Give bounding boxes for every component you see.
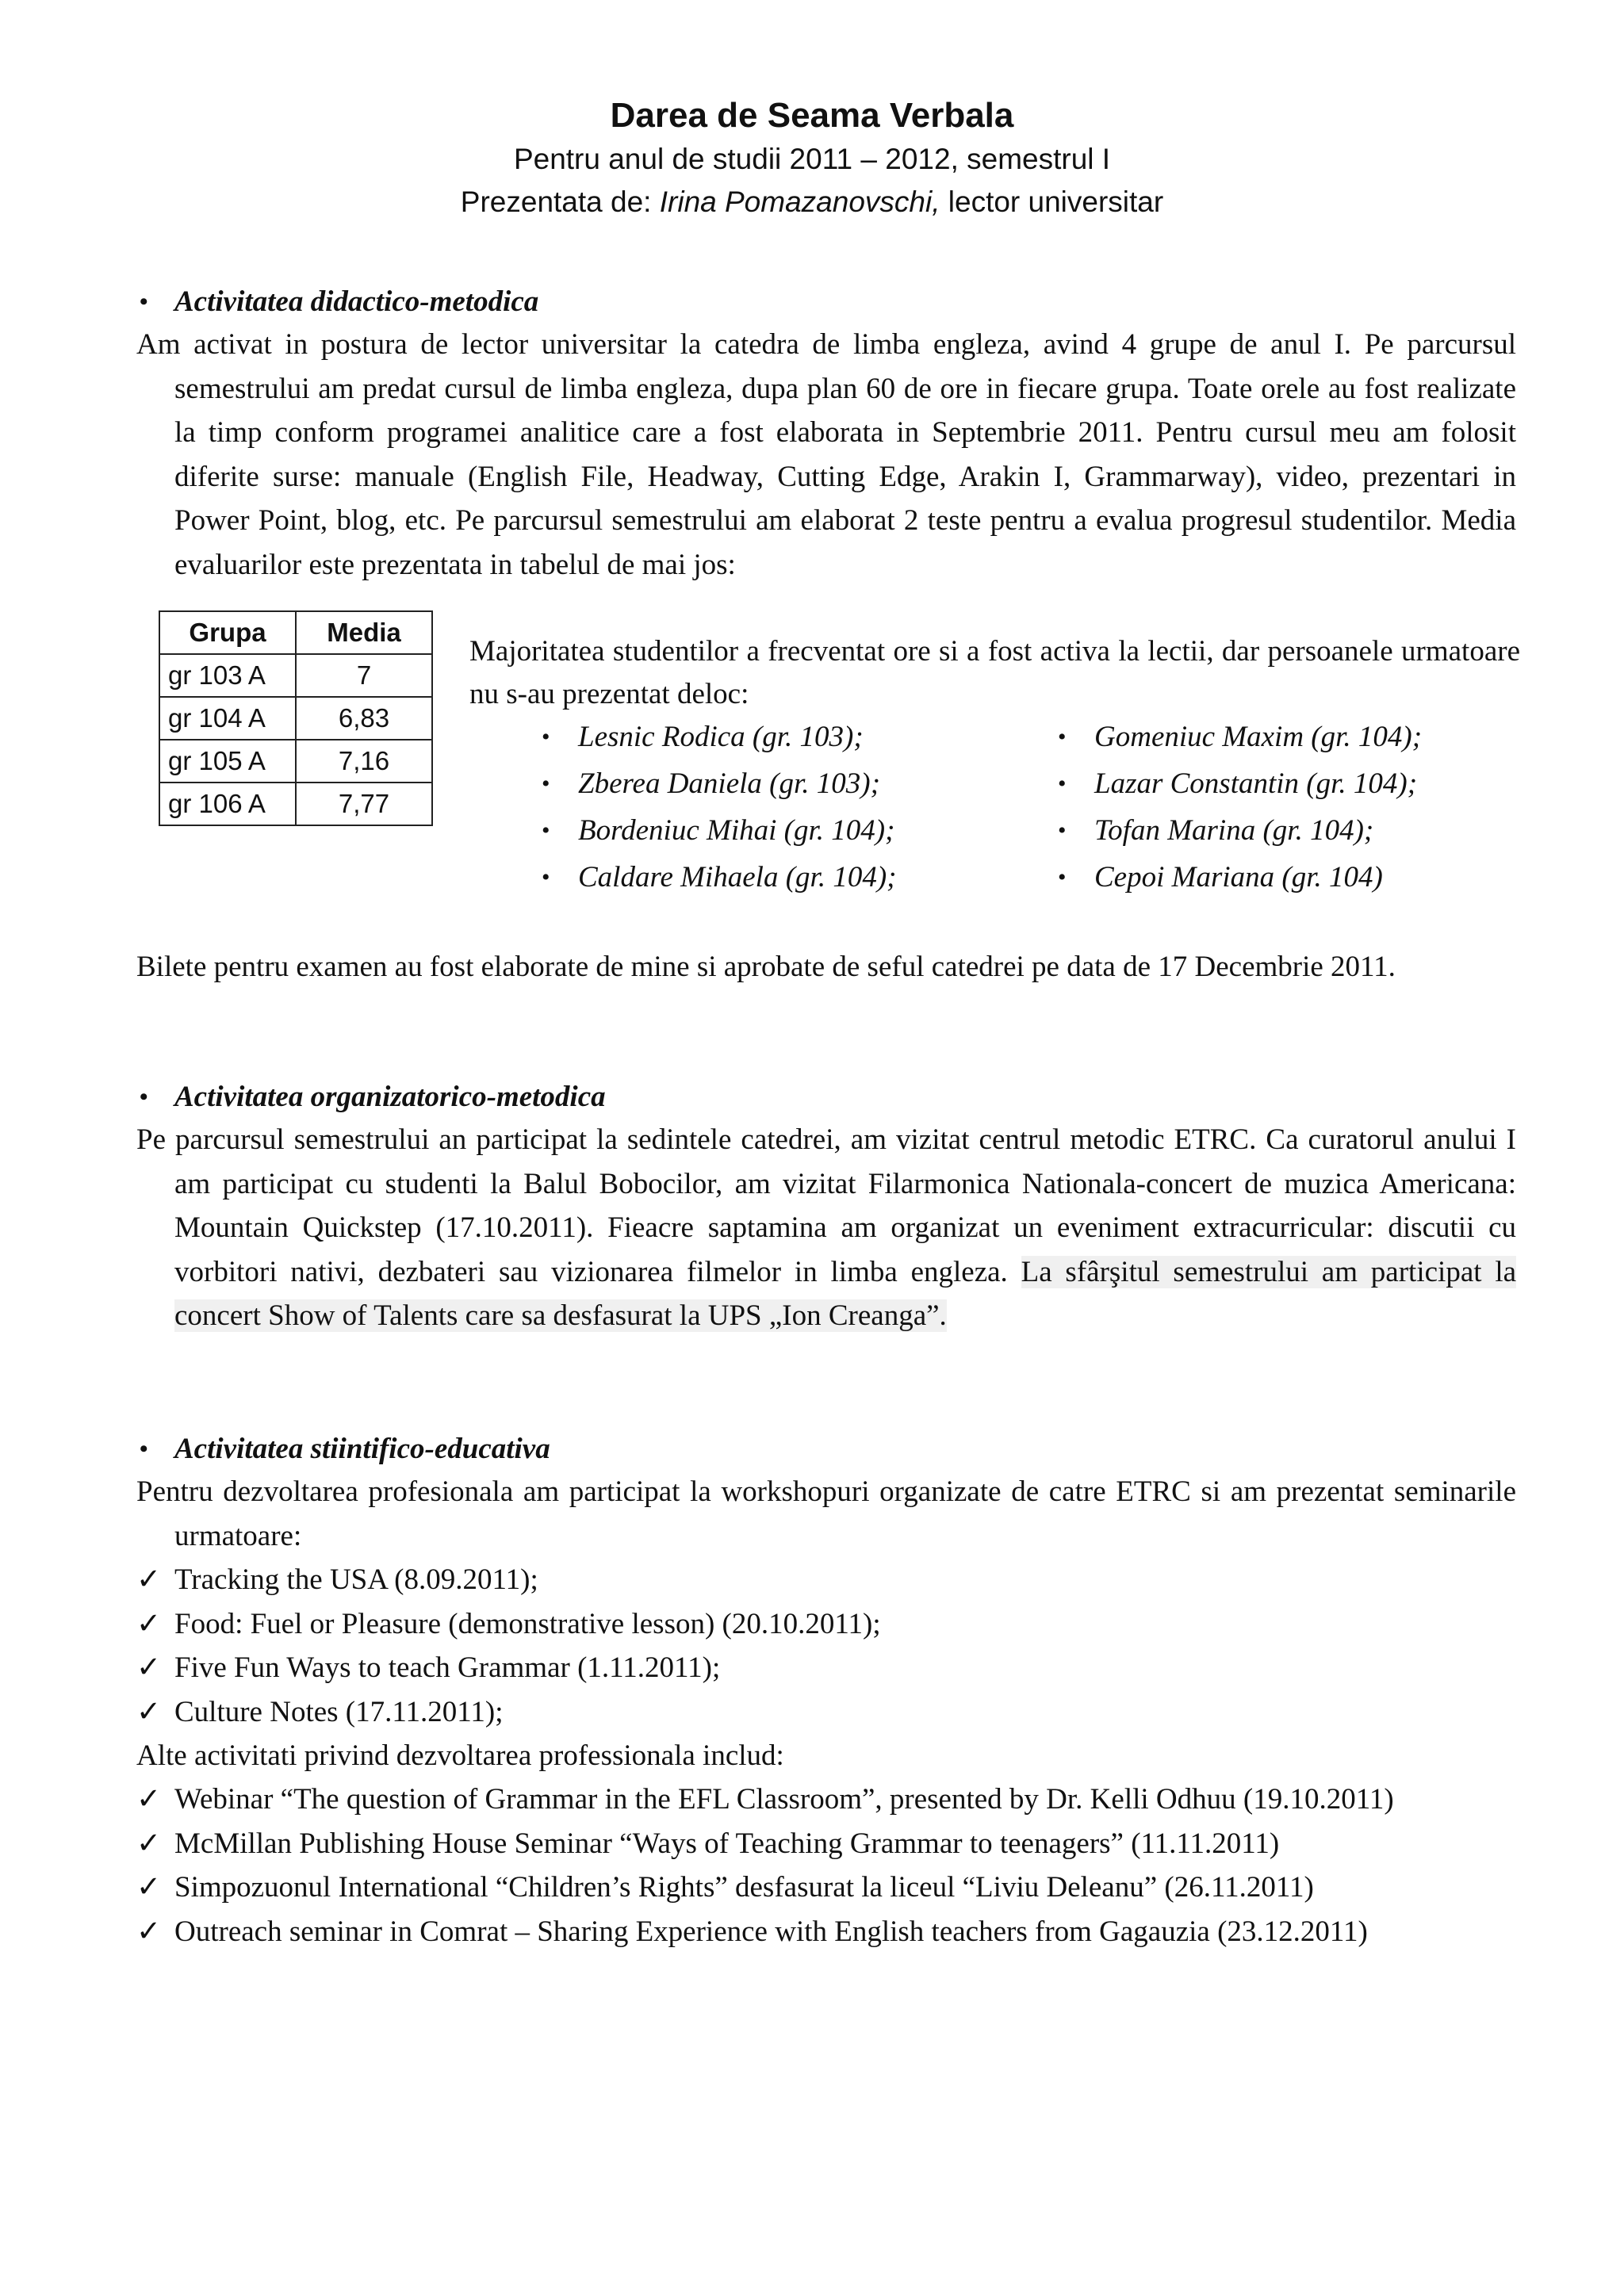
section-organizational — [136, 1077, 1516, 1338]
table-cell-average: 7 — [296, 654, 432, 697]
table-row — [159, 740, 432, 783]
check-icon: ✓ — [136, 1871, 162, 1904]
list-item — [136, 1866, 1516, 1910]
list-item — [136, 1646, 1516, 1690]
absent-student: Zberea Daniela (gr. 103); — [578, 767, 880, 800]
exam-note-block — [136, 945, 1516, 989]
check-icon: ✓ — [136, 1783, 162, 1816]
list-item — [542, 807, 896, 854]
scientific-intro: Pentru dezvoltarea profesionala am participat la workshopuri organizate de catre ETRC si am prezentat seminarile urmatoare: — [136, 1475, 1516, 1552]
seminar-text: Five Fun Ways to teach Grammar (1.11.2011); — [174, 1651, 721, 1684]
check-icon: ✓ — [136, 1607, 162, 1640]
organizational-body-highlight: La sfârşitul semestrului am participat la concert Show of Talents care sa desfasurat la UPS „Ion Creanga”. — [174, 1255, 1517, 1332]
bullet-icon: • — [542, 817, 550, 844]
absent-student: Tofan Marina (gr. 104); — [1094, 814, 1374, 847]
table-cell-group: gr 104 A — [159, 697, 296, 740]
grades-header-group: Grupa — [159, 611, 296, 654]
other-activities-list — [136, 1777, 1516, 1954]
list-item — [542, 760, 896, 807]
list-item — [136, 1602, 1516, 1647]
bullet-icon: • — [140, 1084, 148, 1110]
seminar-text: Food: Fuel or Pleasure (demonstrative lesson) (20.10.2011); — [174, 1607, 881, 1640]
list-item — [1058, 714, 1422, 760]
table-cell-group: gr 106 A — [159, 783, 296, 825]
list-item — [136, 1822, 1516, 1866]
list-item — [136, 1690, 1516, 1735]
table-cell-average: 7,16 — [296, 740, 432, 783]
absent-student: Bordeniuc Mihai (gr. 104); — [578, 814, 895, 847]
section-organizational-title-text: Activitatea organizatorico-metodica — [174, 1081, 606, 1113]
section-scientific — [136, 1429, 1516, 1954]
grades-header-average: Media — [296, 611, 432, 654]
presented-by-label: Prezentata de: — [460, 186, 652, 218]
document-subtitle: Pentru anul de studii 2011 – 2012, semestrul I — [513, 143, 1111, 175]
section-didactic-title — [136, 281, 1516, 323]
list-item — [1058, 807, 1422, 854]
section-organizational-body — [136, 1118, 1516, 1338]
activity-text: Outreach seminar in Comrat – Sharing Experience with English teachers from Gagauzia (23.12.2011) — [174, 1915, 1368, 1948]
check-icon: ✓ — [136, 1827, 162, 1860]
list-item — [542, 714, 896, 760]
grades-table-header — [159, 611, 432, 654]
seminars-list — [136, 1558, 1516, 1734]
bullet-icon: • — [542, 864, 550, 890]
table-cell-average: 6,83 — [296, 697, 432, 740]
bullet-icon: • — [1058, 817, 1067, 844]
bullet-icon: • — [542, 771, 550, 797]
other-activities-intro: Alte activitati privind dezvoltarea professionala includ: — [136, 1739, 784, 1772]
section-organizational-title — [136, 1077, 1516, 1118]
absent-student: Caldare Mihaela (gr. 104); — [578, 861, 897, 894]
absent-students-intro: Majoritatea studentilor a frecventat ore si a fost activa la lectii, dar persoanele urmatoare nu s-au prezentat deloc: — [469, 635, 1520, 710]
seminar-text: Tracking the USA (8.09.2011); — [174, 1563, 538, 1596]
table-cell-average: 7,77 — [296, 783, 432, 825]
bullet-icon: • — [542, 724, 550, 750]
absent-list-left — [542, 714, 896, 901]
absent-student: Gomeniuc Maxim (gr. 104); — [1094, 721, 1423, 753]
document-header — [0, 94, 1624, 224]
section-scientific-title-text: Activitatea stiintifico-educativa — [174, 1433, 550, 1465]
bullet-icon: • — [1058, 864, 1067, 890]
bullet-icon: • — [1058, 771, 1067, 797]
list-item — [1058, 854, 1422, 901]
table-cell-group: gr 105 A — [159, 740, 296, 783]
list-item — [136, 1558, 1516, 1602]
section-didactic-title-text: Activitatea didactico-metodica — [174, 285, 539, 318]
author-role: lector universitar — [948, 186, 1164, 218]
list-item — [136, 1777, 1516, 1822]
bullet-icon: • — [1058, 724, 1067, 750]
list-item — [1058, 760, 1422, 807]
document-title: Darea de Seama Verbala — [610, 96, 1014, 135]
activity-text: McMillan Publishing House Seminar “Ways of Teaching Grammar to teenagers” (11.11.2011) — [174, 1827, 1280, 1860]
list-item — [542, 854, 896, 901]
check-icon: ✓ — [136, 1915, 162, 1948]
absent-student: Lesnic Rodica (gr. 103); — [578, 721, 864, 753]
bullet-icon: • — [140, 1436, 148, 1462]
organizational-body-main: Pe parcursul semestrului an participat la sedintele catedrei, am vizitat centrul metodic ETRC. Ca curatorul anului I am participat cu studenti la Balul Bobocilor, am vizitat Filarmonica Nationala-concert de muzica Americana: Mountain Quickstep (17.10.2011). Fieacre saptamina am organizat un eveniment extracurricular: discutii cu vorbitori nativi, dezbateri sau vizionarea filmelor in limba engleza. — [136, 1123, 1516, 1288]
absent-student: Lazar Constantin (gr. 104); — [1094, 767, 1418, 800]
author-name: Irina Pomazanovschi, — [659, 186, 940, 218]
list-item — [136, 1910, 1516, 1954]
seminar-text: Culture Notes (17.11.2011); — [174, 1695, 504, 1728]
table-cell-group: gr 103 A — [159, 654, 296, 697]
check-icon: ✓ — [136, 1563, 162, 1596]
check-icon: ✓ — [136, 1695, 162, 1728]
section-scientific-title — [136, 1429, 1516, 1470]
table-row — [159, 697, 432, 740]
table-row — [159, 783, 432, 825]
check-icon: ✓ — [136, 1651, 162, 1684]
activity-text: Simpozuonul International “Children’s Rights” desfasurat la liceul “Liviu Deleanu” (26.11.2011) — [174, 1871, 1314, 1904]
section-didactic-body: Am activat in postura de lector universitar la catedra de limba engleza, avind 4 grupe de anul I. Pe parcursul semestrului am predat cursul de limba engleza, dupa plan 60 de ore in fiecare grupa. Toate orele au fost realizate la timp conform programei analitice care a fost elaborata in Septembrie 2011. Pentru cursul meu am folosit diferite surse: manuale (English File, Headway, Cutting Edge, Arakin I, Grammarway), video, prezentari in Power Point, blog, etc. Pe parcursul semestrului am elaborat 2 teste pentru a evalua progresul studentilor. Media evaluarilor este prezentata in tabelul de mai jos: — [136, 328, 1516, 581]
grades-table — [159, 610, 433, 826]
section-didactic — [136, 281, 1516, 587]
presented-by-line — [0, 181, 1624, 224]
activity-text: Webinar “The question of Grammar in the EFL Classroom”, presented by Dr. Kelli Odhuu (19.10.2011) — [174, 1783, 1394, 1816]
table-row — [159, 654, 432, 697]
absent-list-right — [1058, 714, 1422, 901]
absent-student: Cepoi Mariana (gr. 104) — [1094, 861, 1383, 894]
exam-note: Bilete pentru examen au fost elaborate de mine si aprobate de seful catedrei pe data de 17 Decembrie 2011. — [136, 951, 1396, 983]
bullet-icon: • — [140, 289, 148, 315]
